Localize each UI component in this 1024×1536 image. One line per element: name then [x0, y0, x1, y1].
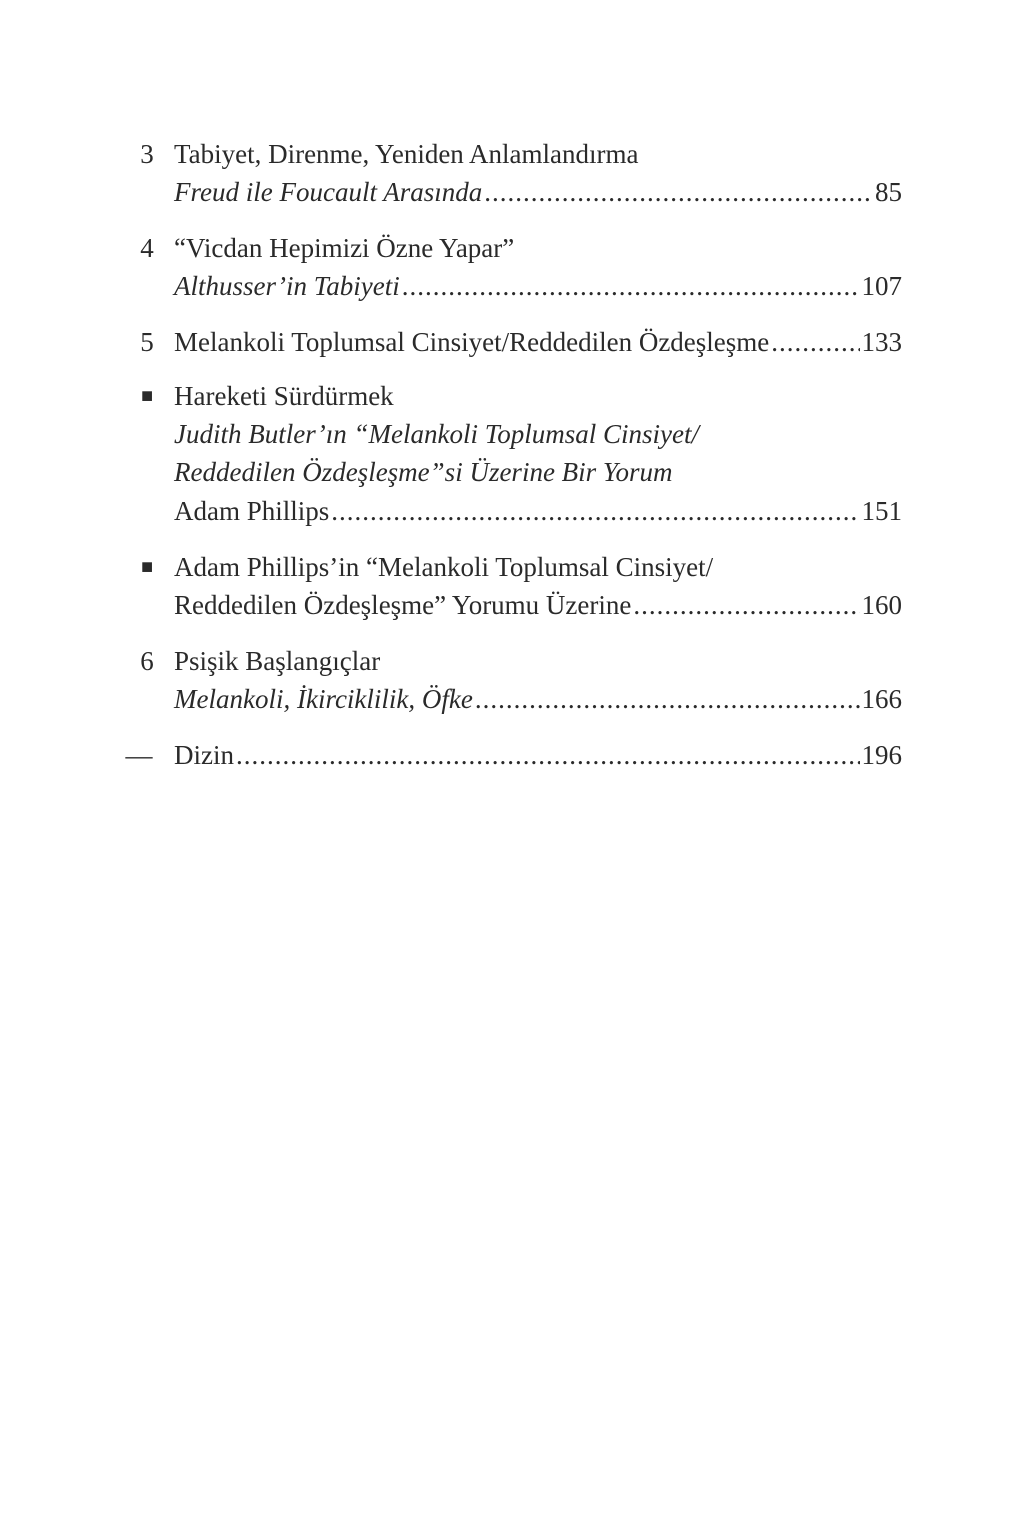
page-number: 85 [875, 177, 902, 207]
page-number: 133 [861, 327, 902, 357]
essay-author-line [174, 492, 902, 530]
page-number: 160 [861, 590, 902, 620]
reply-title-line-2-row [174, 586, 902, 624]
index-line [174, 736, 902, 774]
chapter-subtitle-line [174, 267, 902, 305]
chapter-number: 5 [140, 327, 154, 357]
dot-leader [771, 323, 859, 361]
page-number: 107 [861, 271, 902, 301]
chapter-title: Psişik Başlangıçlar [174, 646, 381, 676]
dot-leader [633, 586, 859, 624]
chapter-number: 4 [140, 233, 154, 263]
em-dash-marker: — [125, 740, 153, 770]
essay-title: Hareketi Sürdürmek [174, 381, 394, 411]
essay-subtitle-line-2: Reddedilen Özdeşleşme”si Üzerine Bir Yorum [174, 457, 673, 487]
essay-author: Adam Phillips [174, 496, 330, 526]
dot-leader [475, 680, 860, 718]
page-number: 151 [861, 496, 902, 526]
chapter-title: Melankoli Toplumsal Cinsiyet/Reddedilen Özdeşleşme [174, 327, 770, 357]
page-number: 196 [861, 740, 902, 770]
dot-leader [402, 267, 860, 305]
dot-leader [484, 173, 873, 211]
chapter-subtitle: Freud ile Foucault Arasında [174, 177, 483, 207]
chapter-number: 3 [140, 139, 154, 169]
chapter-subtitle-line [174, 680, 902, 718]
chapter-subtitle: Melankoli, İkirciklilik, Öfke [174, 684, 473, 714]
reply-title-line-1: Adam Phillips’in “Melankoli Toplumsal Cinsiyet/ [174, 552, 714, 582]
chapter-title: “Vicdan Hepimizi Özne Yapar” [174, 233, 515, 263]
dot-leader [236, 736, 860, 774]
chapter-title: Tabiyet, Direnme, Yeniden Anlamlandırma [174, 139, 639, 169]
dot-leader [331, 492, 859, 530]
page-number: 166 [861, 684, 902, 714]
essay-subtitle-line-1: Judith Butler’ın “Melankoli Toplumsal Cinsiyet/ [174, 419, 699, 449]
square-bullet-icon: ■ [140, 385, 154, 407]
chapter-number: 6 [140, 646, 154, 676]
chapter-subtitle: Althusser’in Tabiyeti [174, 271, 400, 301]
index-title: Dizin [174, 740, 234, 770]
chapter-title-line [174, 323, 902, 361]
chapter-subtitle-line [174, 173, 902, 211]
square-bullet-icon: ■ [140, 556, 154, 578]
reply-title-line-2: Reddedilen Özdeşleşme” Yorumu Üzerine [174, 590, 632, 620]
